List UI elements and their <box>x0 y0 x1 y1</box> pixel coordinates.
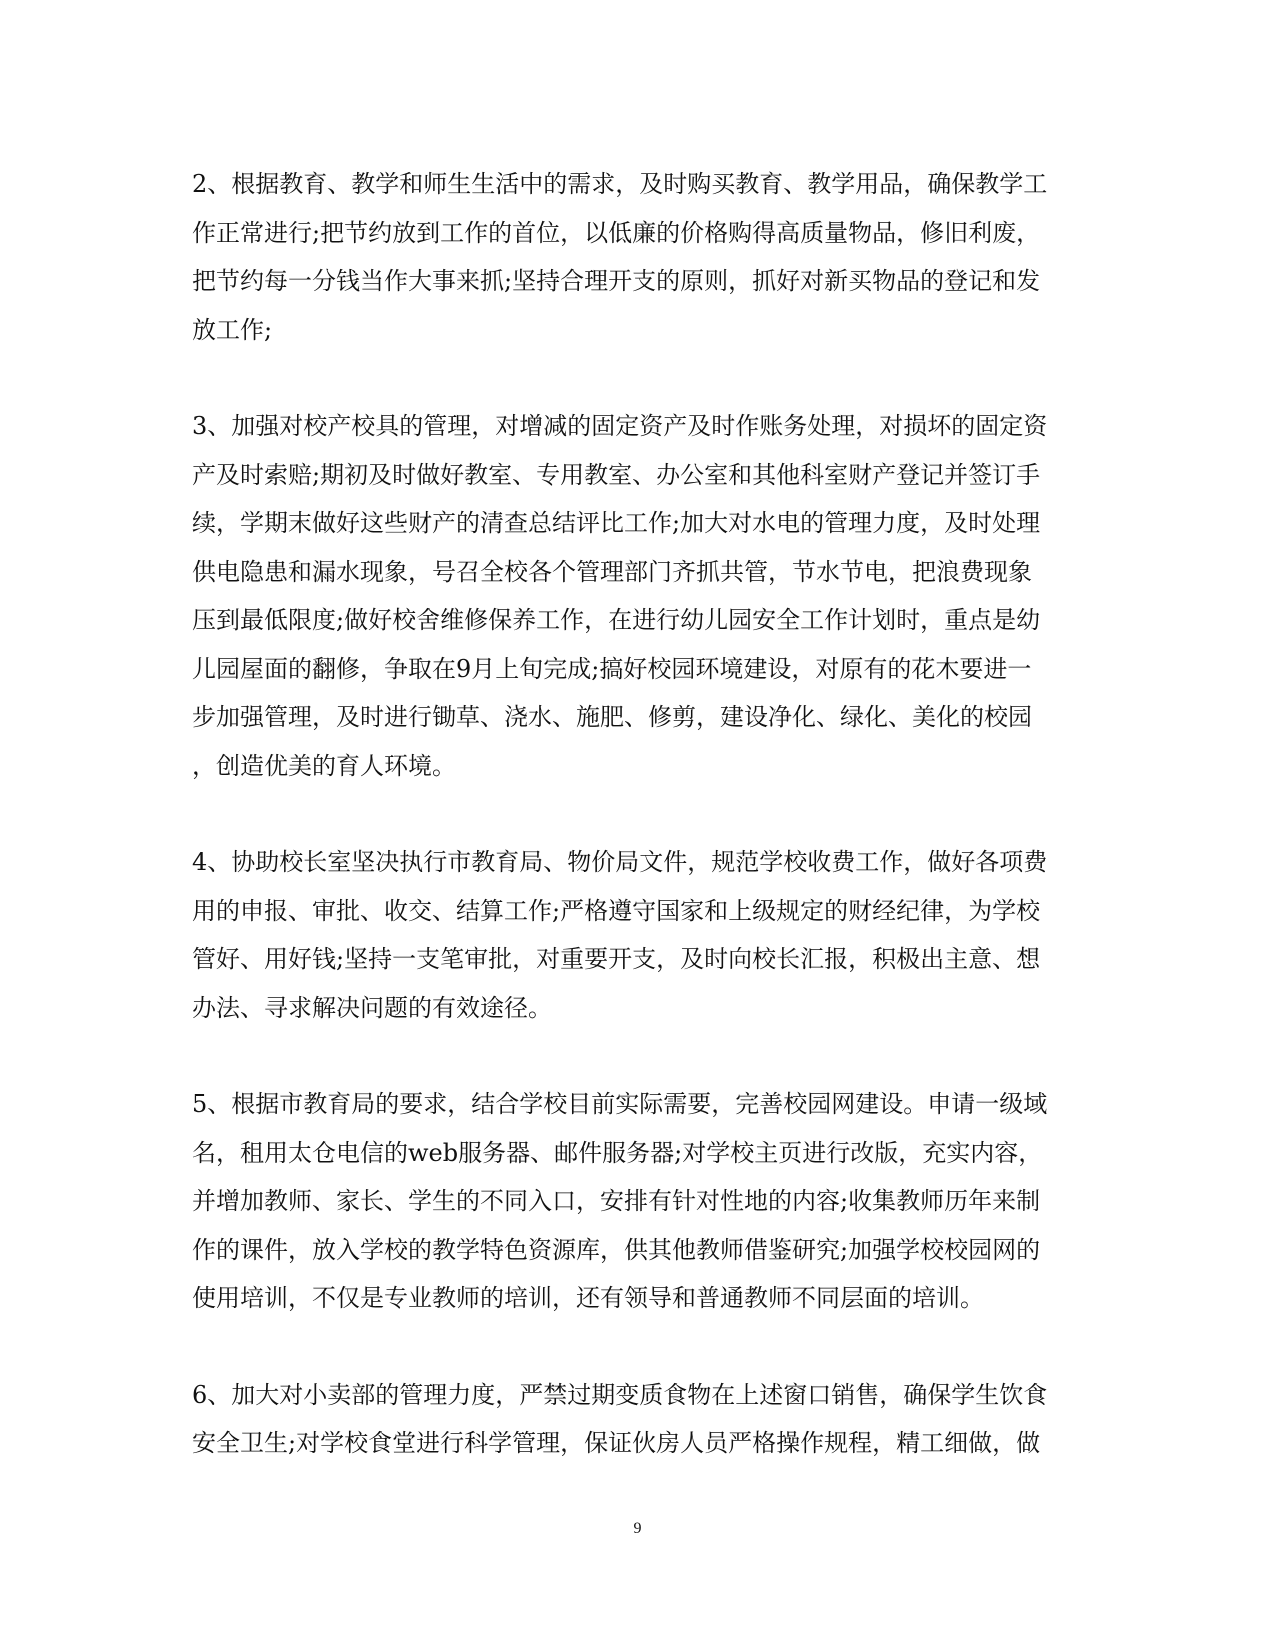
paragraph-5 <box>192 1080 1077 1323</box>
text-line: 产及时索赔;期初及时做好教室、专用教室、办公室和其他科室财产登记并签订手 <box>192 460 1041 489</box>
text-line: 安全卫生;对学校食堂进行科学管理，保证伙房人员严格操作规程，精工细做，做 <box>192 1429 1041 1457</box>
paragraph-2 <box>192 160 1077 354</box>
paragraph-4 <box>192 838 1077 1032</box>
paragraph-3 <box>192 402 1077 790</box>
text-line: 管好、用好钱;坚持一支笔审批，对重要开支，及时向校长汇报，积极出主意、想 <box>192 945 1041 973</box>
text-line: 2、根据教育、教学和师生生活中的需求，及时购买教育、教学用品，确保教学工 <box>192 170 1048 198</box>
text-line: 儿园屋面的翻修，争取在9月上旬完成;搞好校园环境建设，对原有的花木要进一 <box>192 654 1032 683</box>
text-line: 使用培训，不仅是专业教师的培训，还有领导和普通教师不同层面的培训。 <box>192 1284 984 1312</box>
text-line: 用的申报、审批、收交、结算工作;严格遵守国家和上级规定的财经纪律，为学校 <box>192 896 1041 925</box>
text-line: 6、加大对小卖部的管理力度，严禁过期变质食物在上述窗口销售，确保学生饮食 <box>192 1380 1048 1409</box>
text-line: 压到最低限度;做好校舍维修保养工作，在进行幼儿园安全工作计划时，重点是幼 <box>192 606 1041 634</box>
text-line: 放工作; <box>192 315 273 344</box>
text-line: 作的课件，放入学校的教学特色资源库，供其他教师借鉴研究;加强学校校园网的 <box>192 1235 1041 1264</box>
paragraph-6 <box>192 1371 1077 1468</box>
text-line: 供电隐患和漏水现象，号召全校各个管理部门齐抓共管，节水节电，把浪费现象 <box>192 557 1032 586</box>
text-line: 步加强管理，及时进行锄草、浇水、施肥、修剪，建设净化、绿化、美化的校园 <box>192 703 1032 731</box>
text-line: 并增加教师、家长、学生的不同入口，安排有针对性地的内容;收集教师历年来制 <box>192 1187 1041 1215</box>
page-number: 9 <box>633 1520 642 1537</box>
text-line: 办法、寻求解决问题的有效途径。 <box>192 993 552 1022</box>
text-line: 3、加强对校产校具的管理，对增减的固定资产及时作账务处理，对损坏的固定资 <box>192 412 1048 440</box>
text-line: 作正常进行;把节约放到工作的首位，以低廉的价格购得高质量物品，修旧利废， <box>192 218 1041 247</box>
text-line: 把节约每一分钱当作大事来抓;坚持合理开支的原则，抓好对新买物品的登记和发 <box>192 267 1041 295</box>
text-line: 名，租用太仓电信的web服务器、邮件服务器;对学校主页进行改版，充实内容， <box>192 1138 1043 1167</box>
text-line: 续，学期末做好这些财产的清查总结评比工作;加大对水电的管理力度，及时处理 <box>192 509 1041 537</box>
text-line: ，创造优美的育人环境。 <box>192 751 456 780</box>
text-line: 5、根据市教育局的要求，结合学校目前实际需要，完善校园网建设。申请一级域 <box>192 1090 1048 1118</box>
document-body <box>192 160 1077 1516</box>
text-line: 4、协助校长室坚决执行市教育局、物价局文件，规范学校收费工作，做好各项费 <box>192 848 1048 876</box>
